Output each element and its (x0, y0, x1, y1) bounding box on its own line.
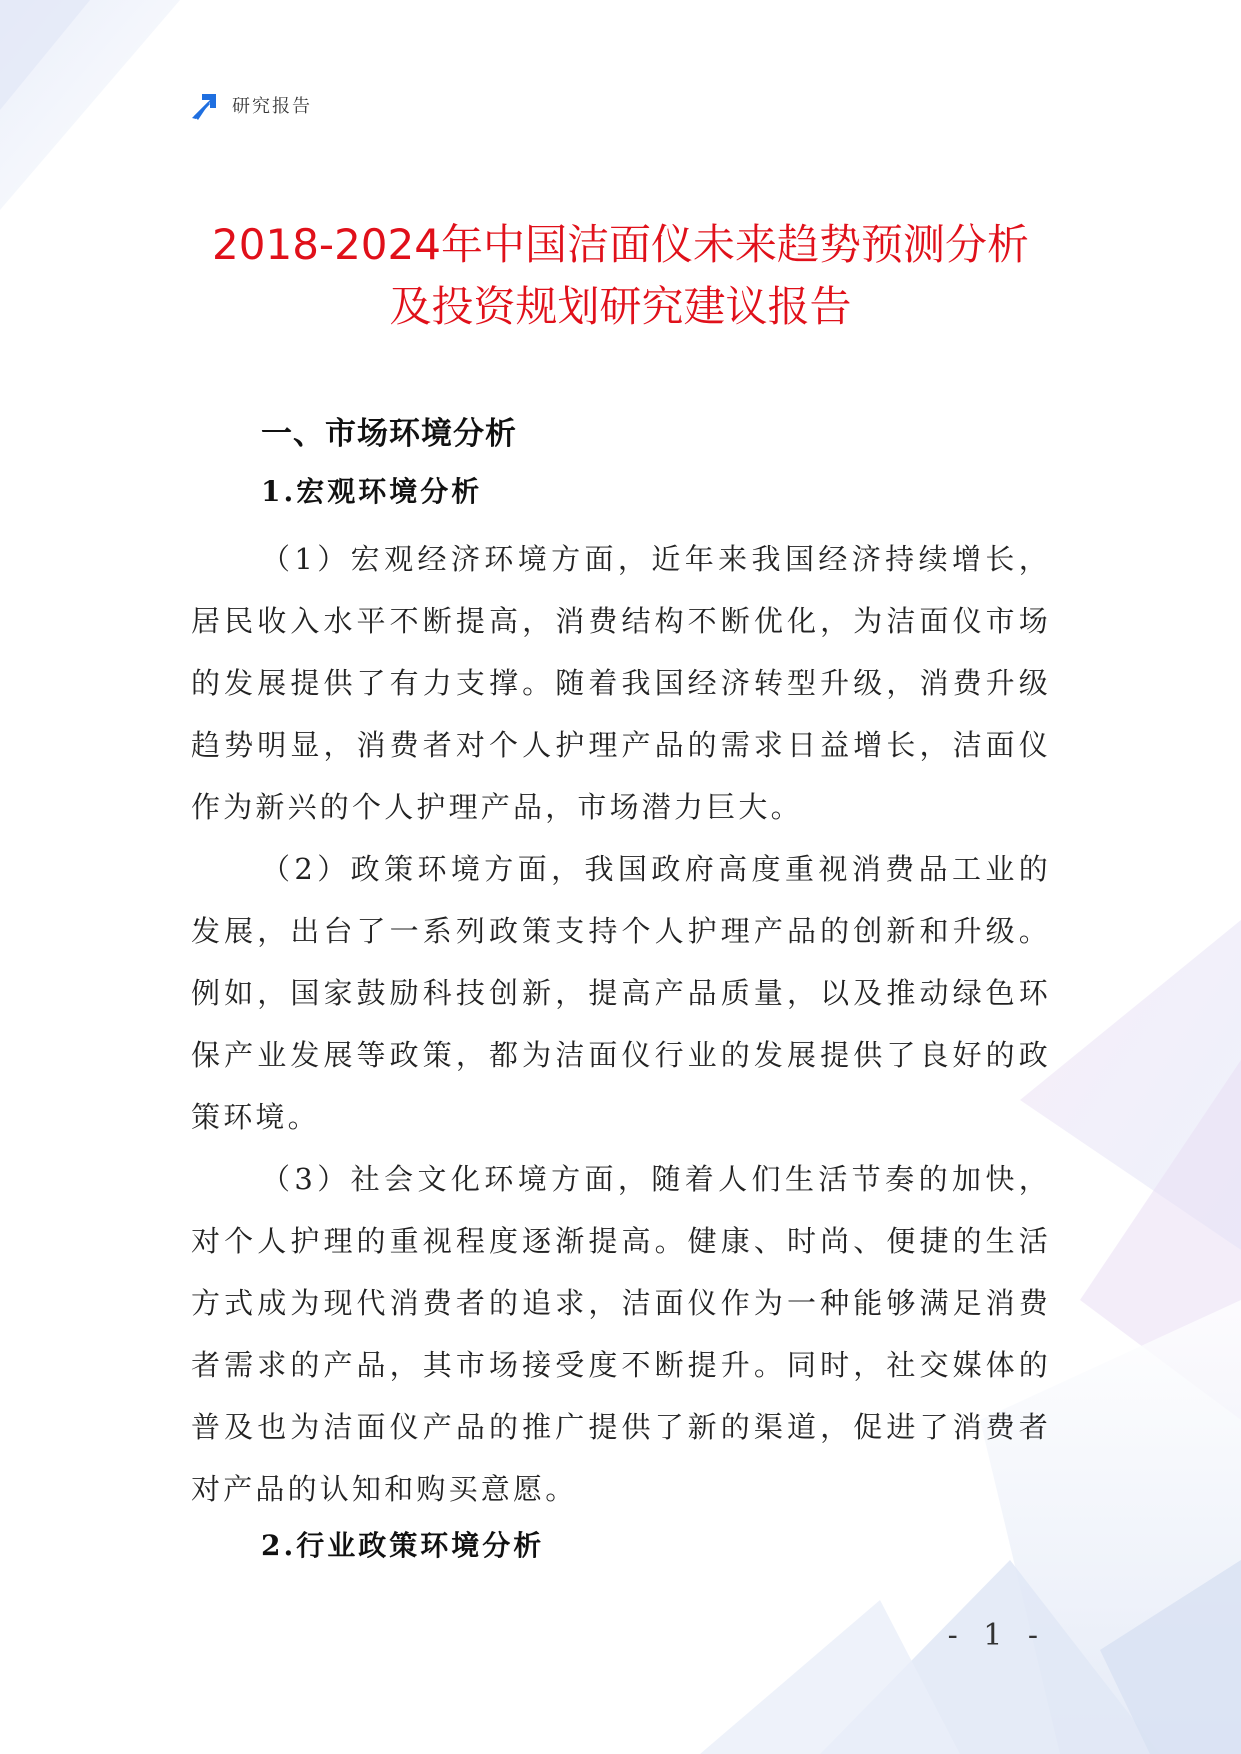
brand-label: 研究报告 (232, 96, 312, 117)
report-title (0, 214, 1241, 338)
section-heading-market-environment: 一、市场环境分析 (261, 416, 517, 452)
paragraph-economic-environment: （1）宏观经济环境方面，近年来我国经济持续增长，居民收入水平不断提高，消费结构不断优化，为洁面仪市场的发展提供了有力支撑。随着我国经济转型升级，消费升级趋势明显，消费者对个人护理产品的需求日益增长，洁面仪作为新兴的个人护理产品，市场潜力巨大。 (191, 542, 1051, 824)
report-title-line-2: 及投资规划研究建议报告 (389, 282, 852, 331)
subsection-heading-industry-policy: 2.行业政策环境分析 (261, 1529, 545, 1562)
brand-header (188, 88, 312, 122)
report-content (191, 412, 1051, 1582)
report-title-line-1: 2018-2024年中国洁面仪未来趋势预测分析 (212, 220, 1029, 269)
arrow-logo-icon (188, 88, 222, 122)
paragraph-social-culture-environment: （3）社会文化环境方面，随着人们生活节奏的加快，对个人护理的重视程度逐渐提高。健康、时尚、便捷的生活方式成为现代消费者的追求，洁面仪作为一种能够满足消费者需求的产品，其市场接受度不断提升。同时，社交媒体的普及也为洁面仪产品的推广提供了新的渠道，促进了消费者对产品的认知和购买意愿。 (191, 1162, 1051, 1506)
subsection-heading-macro-environment: 1.宏观环境分析 (261, 475, 483, 508)
paragraph-policy-environment: （2）政策环境方面，我国政府高度重视消费品工业的发展，出台了一系列政策支持个人护理产品的创新和升级。例如，国家鼓励科技创新，提高产品质量，以及推动绿色环保产业发展等政策，都为洁面仪行业的发展提供了良好的政策环境。 (191, 852, 1051, 1134)
page-number: - 1 - (947, 1618, 1046, 1653)
